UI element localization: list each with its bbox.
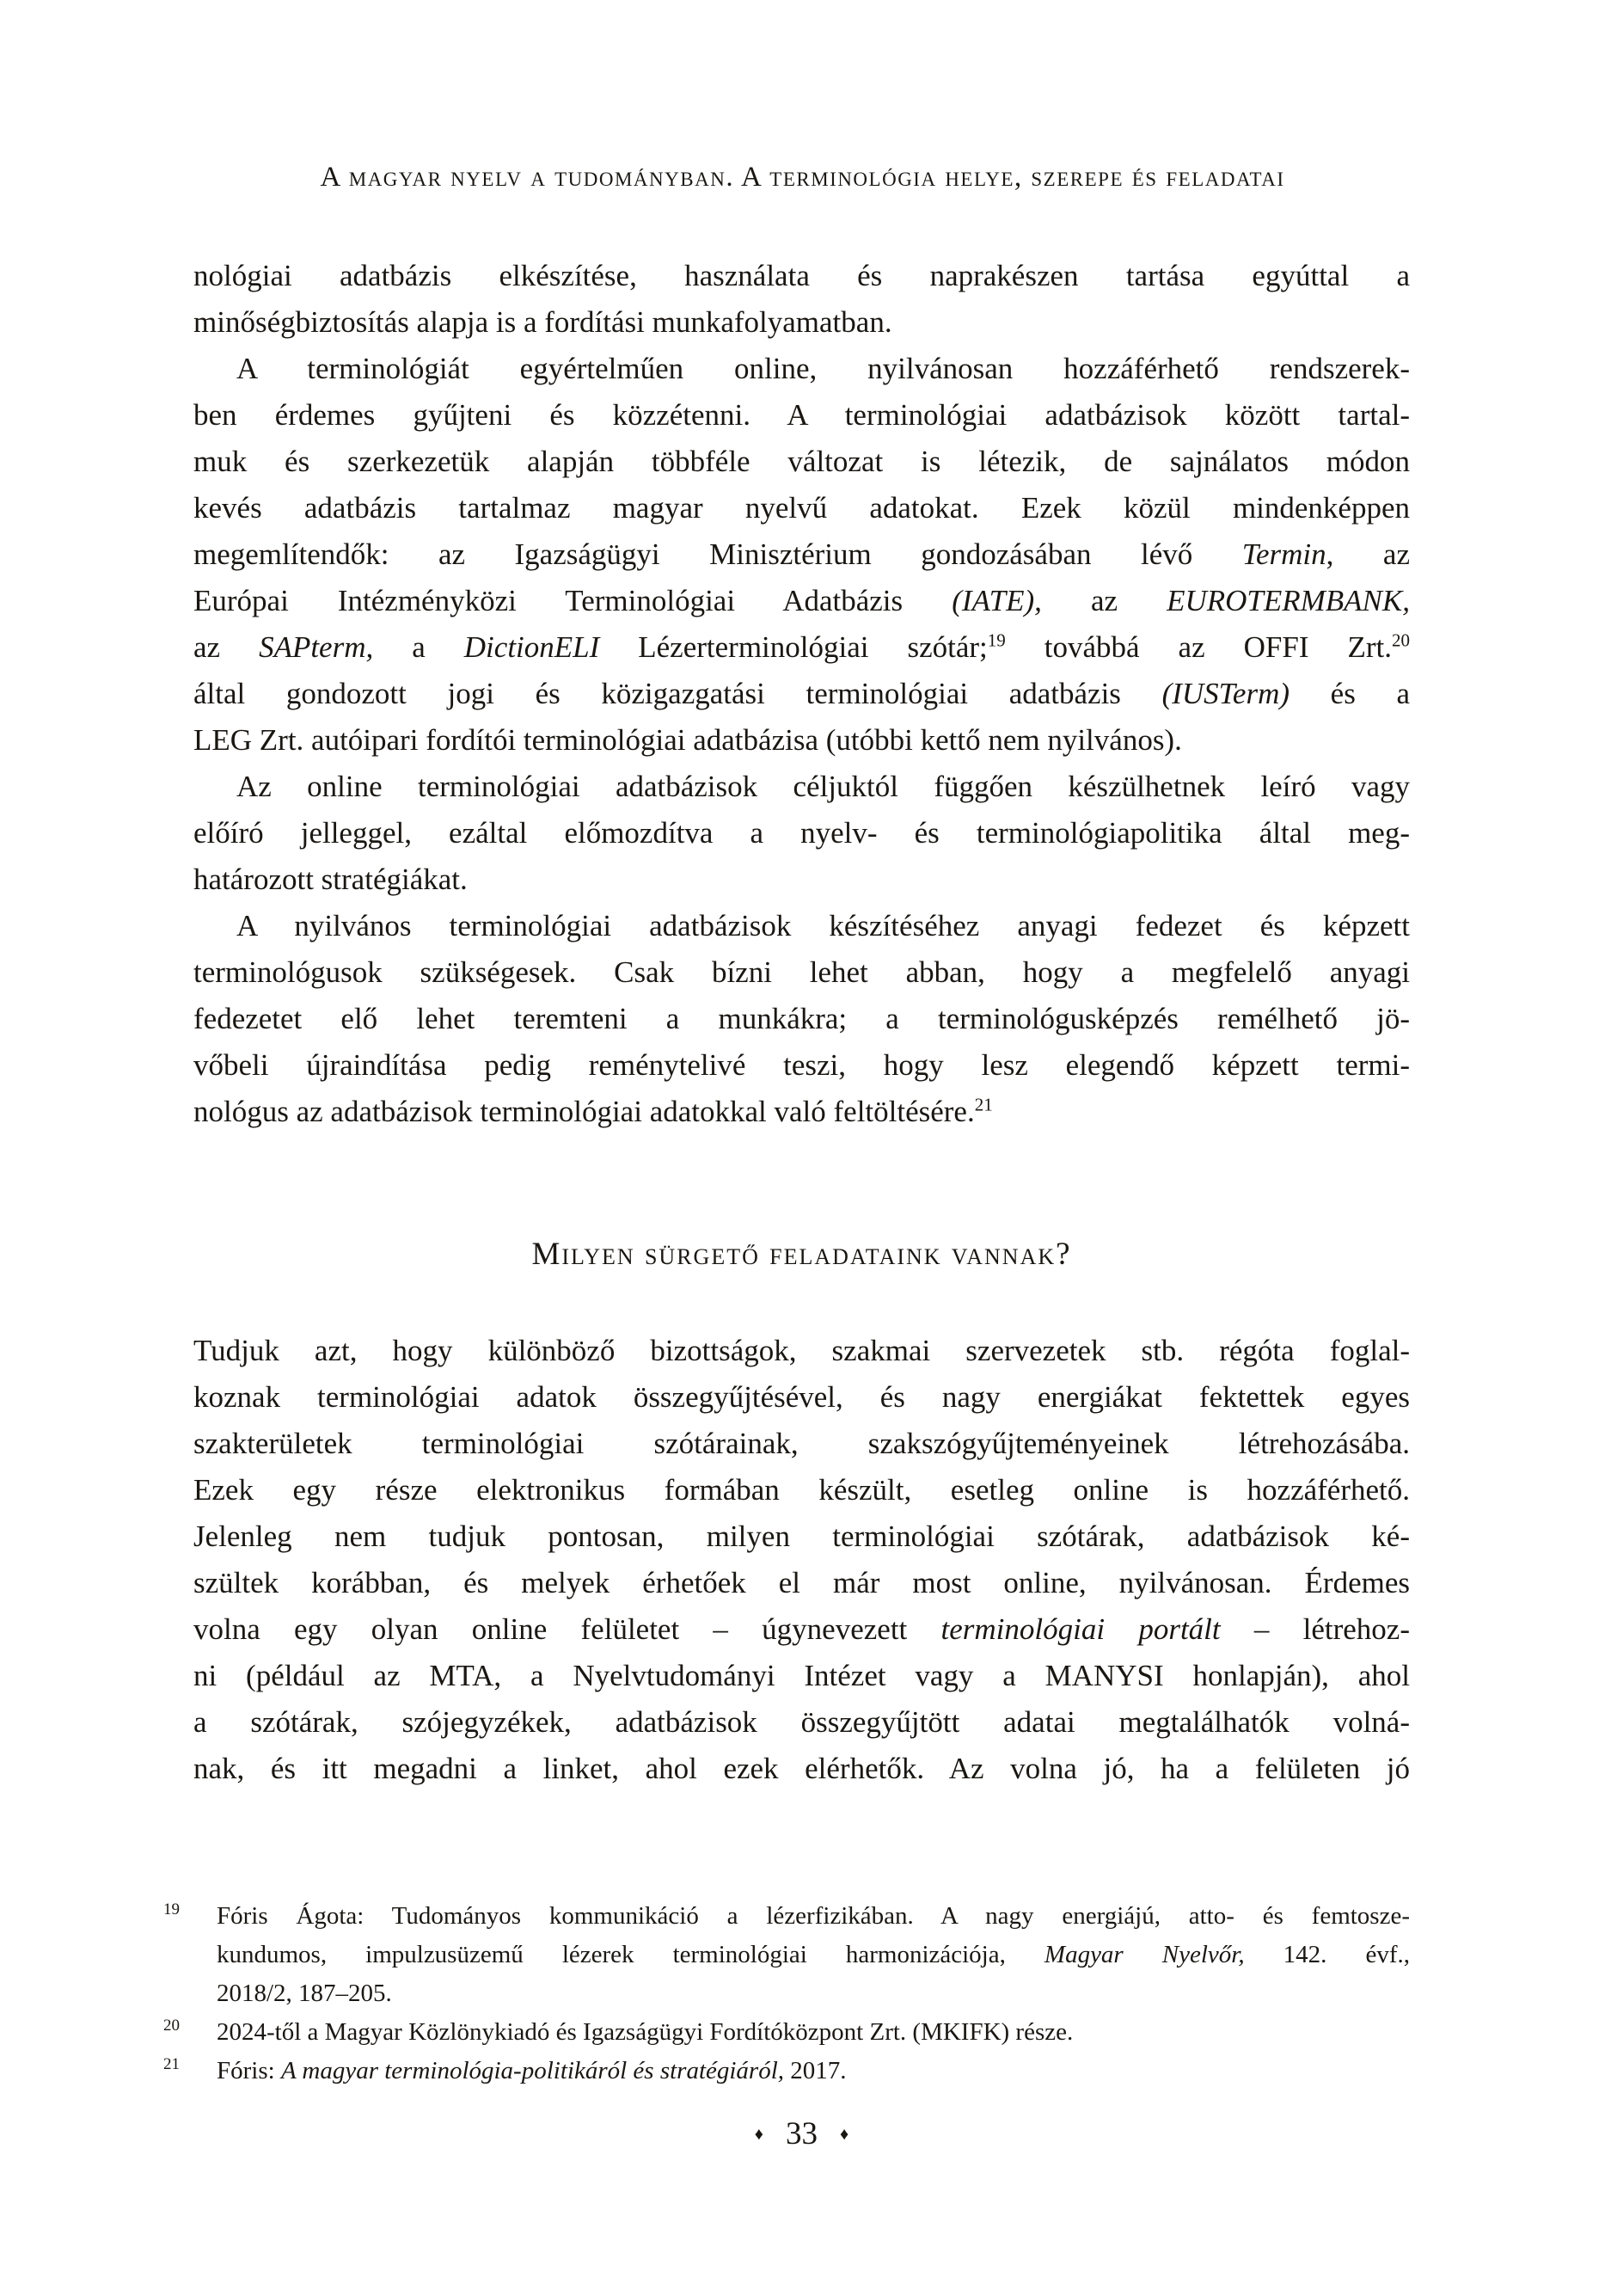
italic-text: Magyar Nyelvőr, xyxy=(1044,1941,1245,1968)
paragraph xyxy=(193,253,1410,346)
text-line: Tudjuk azt, hogy különböző bizottságok, szakmai szervezetek stb. régóta foglal- xyxy=(193,1334,1410,1367)
footnote-reference: 19 xyxy=(987,629,1006,651)
text-line: a szótárak, szójegyzékek, adatbázisok összegyűjtött adatai megtalálhatók volná- xyxy=(193,1705,1410,1739)
footnote-marker: 21 xyxy=(163,2055,180,2073)
text-line: A terminológiát egyértelműen online, nyilvánosan hozzáférhető rendszerek- xyxy=(236,352,1410,385)
text-line: A nyilvános terminológiai adatbázisok készítéséhez anyagi fedezet és képzett xyxy=(236,909,1410,942)
text-block xyxy=(163,253,1410,2152)
content-blocks xyxy=(193,253,1410,1792)
text-line: által gondozott jogi és közigazgatási terminológiai adatbázis (IUSTerm) és a xyxy=(193,677,1410,710)
text-line: nak, és itt megadni a linket, ahol ezek elérhetők. Az volna jó, ha a felületen jó xyxy=(193,1752,1410,1785)
text-line: kundumos, impulzusüzemű lézerek terminológiai harmonizációja, Magyar Nyelvőr, 142. évf., xyxy=(217,1941,1410,1968)
text-line: megemlítendők: az Igazságügyi Minisztérium gondozásában lévő Termin, az xyxy=(193,537,1410,571)
text-line: 2018/2, 187–205. xyxy=(217,1980,392,2007)
text-line: Fóris: A magyar terminológia-politikáról és stratégiáról, 2017. xyxy=(217,2057,847,2084)
footnote-reference: 20 xyxy=(1392,629,1410,651)
page-number-row xyxy=(193,2116,1410,2152)
italic-text: DictionELI xyxy=(463,630,600,664)
footnote-item xyxy=(163,1897,1410,2013)
text-line: koznak terminológiai adatok összegyűjtésével, és nagy energiákat fektettek egyes xyxy=(193,1380,1410,1414)
footnote-reference: 21 xyxy=(974,1094,993,1115)
italic-text: (IATE), xyxy=(952,584,1042,617)
italic-text: Termin xyxy=(1241,537,1326,571)
text-line: fedezetet elő lehet teremteni a munkákra; a terminológusképzés remélhető jö- xyxy=(193,1002,1410,1035)
text-line: minőségbiztosítás alapja is a fordítási munkafolyamatban. xyxy=(193,305,892,339)
text-line: határozott stratégiákat. xyxy=(193,863,468,896)
footnote-item xyxy=(163,2013,1410,2052)
text-line: LEG Zrt. autóipari fordítói terminológiai adatbázisa (utóbbi kettő nem nyilvános). xyxy=(193,723,1182,757)
text-line: előíró jelleggel, ezáltal előmozdítva a nyelv- és terminológiapolitika által meg- xyxy=(193,816,1410,850)
footnote-item xyxy=(163,2052,1410,2090)
text-line: muk és szerkezetük alapján többféle változat is létezik, de sajnálatos módon xyxy=(193,445,1410,478)
text-line: az SAPterm, a DictionELI Lézerterminológiai szótár;$^{19}$ továbbá az OFFI Zrt.$^{20}$ xyxy=(193,629,1410,664)
text-line: terminológusok szükségesek. Csak bízni lehet abban, hogy a megfelelő anyagi xyxy=(193,955,1410,989)
italic-text: SAPterm, xyxy=(259,630,374,664)
text-line: Jelenleg nem tudjuk pontosan, milyen terminológiai szótárak, adatbázisok ké- xyxy=(193,1519,1410,1553)
footnotes-section xyxy=(163,1897,1410,2090)
paragraph xyxy=(193,903,1410,1135)
text-line: nológus az adatbázisok terminológiai adatokkal való feltöltésére.$^{21}$ xyxy=(193,1094,993,1128)
text-line: vőbeli újraindítása pedig reménytelivé teszi, hogy lesz elegendő képzett termi- xyxy=(193,1048,1410,1082)
text-line: 2024-től a Magyar Közlönykiadó és Igazságügyi Fordítóközpont Zrt. (MKIFK) része. xyxy=(217,2018,1074,2046)
italic-text: terminológiai portált xyxy=(940,1612,1221,1646)
text-line: nológiai adatbázis elkészítése, használata és naprakészen tartása egyúttal a xyxy=(193,259,1410,292)
text-line: szültek korábban, és melyek érhetőek el már most online, nyilvánosan. Érdemes xyxy=(193,1566,1410,1599)
section-heading: Milyen sürgető feladataink vannak? xyxy=(531,1237,1072,1272)
paragraph xyxy=(193,764,1410,903)
paragraph xyxy=(193,1328,1410,1792)
italic-text: A magyar terminológia-politikáról és stratégiáról, xyxy=(280,2057,785,2084)
diamond-marker-right-icon: ♦ xyxy=(840,2125,849,2144)
text-line: ben érdemes gyűjteni és közzétenni. A terminológiai adatbázisok között tartal- xyxy=(193,398,1410,432)
footnote-marker: 20 xyxy=(163,2017,180,2035)
page-number: 33 xyxy=(786,2116,818,2152)
footnote-marker: 19 xyxy=(163,1900,180,1918)
text-line: ni (például az MTA, a Nyelvtudományi Intézet vagy a MANYSI honlapján), ahol xyxy=(193,1659,1410,1692)
italic-text: (IUSTerm) xyxy=(1161,677,1290,710)
diamond-marker-left-icon: ♦ xyxy=(754,2125,763,2144)
text-line: szakterületek terminológiai szótárainak, szakszógyűjteményeinek létrehozásába. xyxy=(193,1427,1410,1460)
text-line: Ezek egy része elektronikus formában készült, esetleg online is hozzáférhető. xyxy=(193,1473,1410,1507)
italic-text: EUROTERMBANK, xyxy=(1167,584,1410,617)
text-line: Fóris Ágota: Tudományos kommunikáció a lézerfizikában. A nagy energiájú, atto- és femtosze- xyxy=(217,1902,1410,1930)
text-line: volna egy olyan online felületet – úgynevezett terminológiai portált – létrehoz- xyxy=(193,1612,1410,1646)
running-header: A magyar nyelv a tudományban. A terminológia helye, szerepe és feladatai xyxy=(320,162,1285,193)
paragraph xyxy=(193,346,1410,764)
text-line: Európai Intézményközi Terminológiai Adatbázis (IATE), az EUROTERMBANK, xyxy=(193,584,1410,617)
text-line: kevés adatbázis tartalmaz magyar nyelvű adatokat. Ezek közül mindenképpen xyxy=(193,491,1410,525)
text-line: Az online terminológiai adatbázisok céljuktól függően készülhetnek leíró vagy xyxy=(236,770,1410,803)
